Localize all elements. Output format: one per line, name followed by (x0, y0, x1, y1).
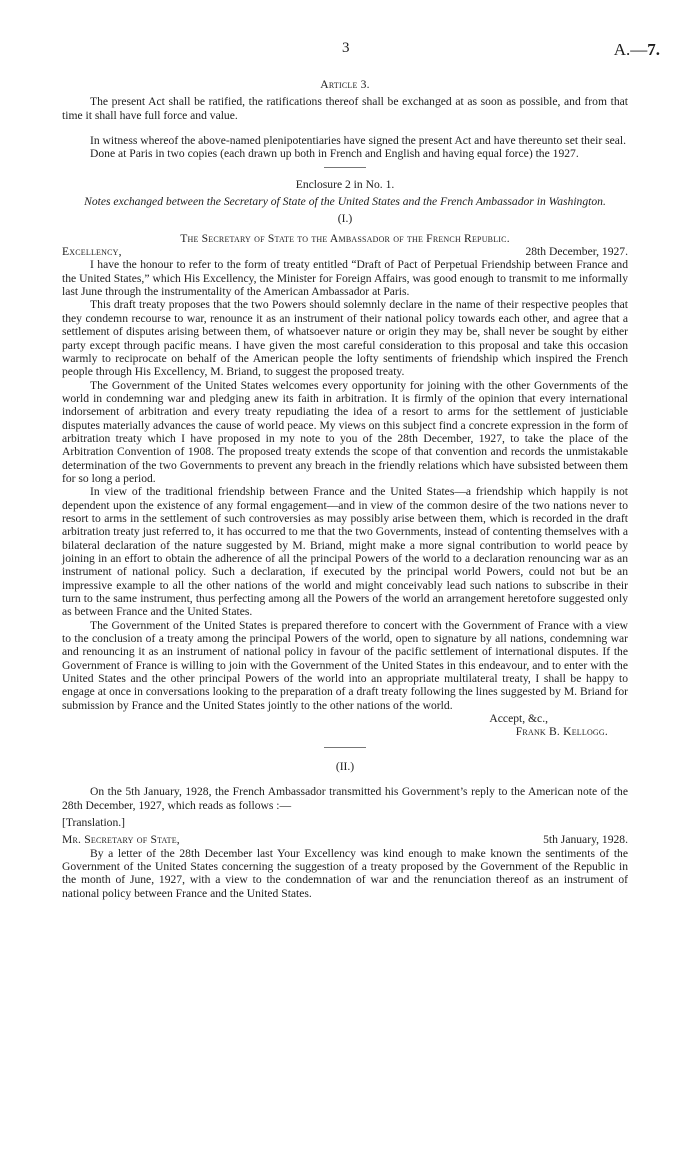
document-body (62, 78, 628, 900)
document-reference (614, 40, 660, 60)
done-at-paris: Done at Paris in two copies (each drawn up both in French and English and having equal force) the 1927. (90, 147, 579, 161)
article-3-text: The present Act shall be ratified, the ratifications thereof shall be exchanged at as soon as possible, and from that time it shall have full force and value. (62, 95, 628, 122)
enclosure-heading: Enclosure 2 in No. 1. (295, 177, 395, 191)
note-1-number: (I.) (337, 212, 353, 226)
note-1-salutation-row (62, 245, 628, 258)
page-header (0, 40, 700, 64)
note-1-paragraph: In view of the traditional friendship between France and the United States—a friendship which happily is not dependent upon the existence of any formal engagement—and in view of the common desire of the two nations never to resort to arms in the settlement of such controversies as may possibly arise between them, which is recorded in the draft arbitration treaty just referred to, it has occurred to me that the two Governments, instead of contenting themselves with a bilateral declaration of the nature suggested by M. Briand, might make a more signal contribution to world peace by joining in an effort to obtain the adherence of all the principal Powers of the world to a declaration renouncing war as an instrument of national policy. Such a declaration, if executed by the principal world Powers, could not but be an impressive example to all the other nations of the world and might conceivably lead such nations to subscribe in their turn to the same instrument, thus perfecting among all the Powers of the world an arrangement heretofore suggested only as between France and the United States. (62, 485, 628, 619)
witness-paragraph: In witness whereof the above-named plenipotentiaries have signed the present Act and have thereunto set their seal. (90, 134, 627, 148)
note-1-closing: Accept, &c., (489, 712, 548, 726)
note-2-salutation-row (62, 833, 628, 846)
note-1-paragraph: The Government of the United States welcomes every opportunity for joining with the other Governments of the world in condemning war and pledging anew its faith in arbitration. It is firmly of the opinion that every international indorsement of arbitration and every treaty repudiating the idea of a resort to arms for the settlement of justiciable disputes materially advances the cause of world peace. My views on this subject find a concrete expression in the form of arbitration treaty which I have proposed in my note to you of the 28th December, 1927, to take the place of the Arbitration Convention of 1908. The proposed treaty extends the scope of that convention and records the unmistakable determination of the two Governments to prevent any breach in the friendly relations which have subsisted between them for so long a period. (62, 378, 628, 485)
note-2-paragraph: By a letter of the 28th December last Your Excellency was kind enough to make known the sentiments of the Government of the United States concerning the suggestion of a treaty proposed by the Government of the Republic in the month of June, 1927, with a view to the condemnation of war and the renunciation thereof as an instrument of national policy between France and the United States. (62, 846, 628, 900)
note-2-date: 5th January, 1928. (543, 833, 628, 847)
translation-label: [Translation.] (62, 815, 126, 829)
note-1-paragraph: The Government of the United States is prepared therefore to concert with the Government of France with a view to the conclusion of a treaty among the principal Powers of the world, open to signature by all nations, condemning war and renouncing it as an instrument of national policy in favour of the pacific settlement of international disputes. If the Government of France is willing to join with the Government of the United States in this endeavour, and to enter with the United States and the other principal Powers of the world into an appropriate multilateral treaty, I shall be happy to engage at once in conversations looking to the preparation of a draft treaty following the lines suggested by M. Briand for submission by France and the United States jointly to the other nations of the world. (62, 618, 628, 712)
note-1-paragraph: I have the honour to refer to the form of treaty entitled “Draft of Pact of Perpetual Friendship between France and the United States,” which His Excellency, the Minister for Foreign Affairs, was good enough to transmit to me informally last June through the instrumentality of the American Ambassador at Paris. (62, 258, 628, 299)
note-2-intro: On the 5th January, 1928, the French Ambassador transmitted his Government’s reply to the American note of the 28th December, 1927, which reads as follows :— (62, 785, 628, 812)
reference-prefix: A.— (613, 40, 648, 59)
note-1-signature: Frank B. Kellogg. (515, 725, 608, 739)
note-1-paragraph: This draft treaty proposes that the two Powers should solemnly declare in the name of their respective peoples that they condemn recourse to war, renounce it as an instrument of their national policy towards each other, and agree that a settlement of disputes arising between them, of whatsoever nature or origin they may be, shall never be sought by either party except through pacific means. I have given the most careful consideration to this proposal and take this occasion warmly to reciprocate on behalf of the American people the lofty sentiments of friendship which inspired the French people through His Excellency, M. Briand, to suggest the proposed treaty. (62, 298, 628, 379)
note-2-salutation: Mr. Secretary of State, (62, 833, 180, 847)
note-1-salutation: Excellency, (62, 245, 122, 259)
enclosure-subtitle: Notes exchanged between the Secretary of State of the United States and the French Ambassador in Washington. (84, 195, 606, 209)
article-3-heading: Article 3. (320, 78, 370, 91)
reference-number: 7. (647, 40, 660, 59)
note-1-title: The Secretary of State to the Ambassador of the French Republic. (180, 231, 510, 245)
page-number: 3 (342, 40, 350, 56)
note-1-date: 28th December, 1927. (525, 245, 628, 259)
note-2-number: (II.) (335, 759, 355, 773)
